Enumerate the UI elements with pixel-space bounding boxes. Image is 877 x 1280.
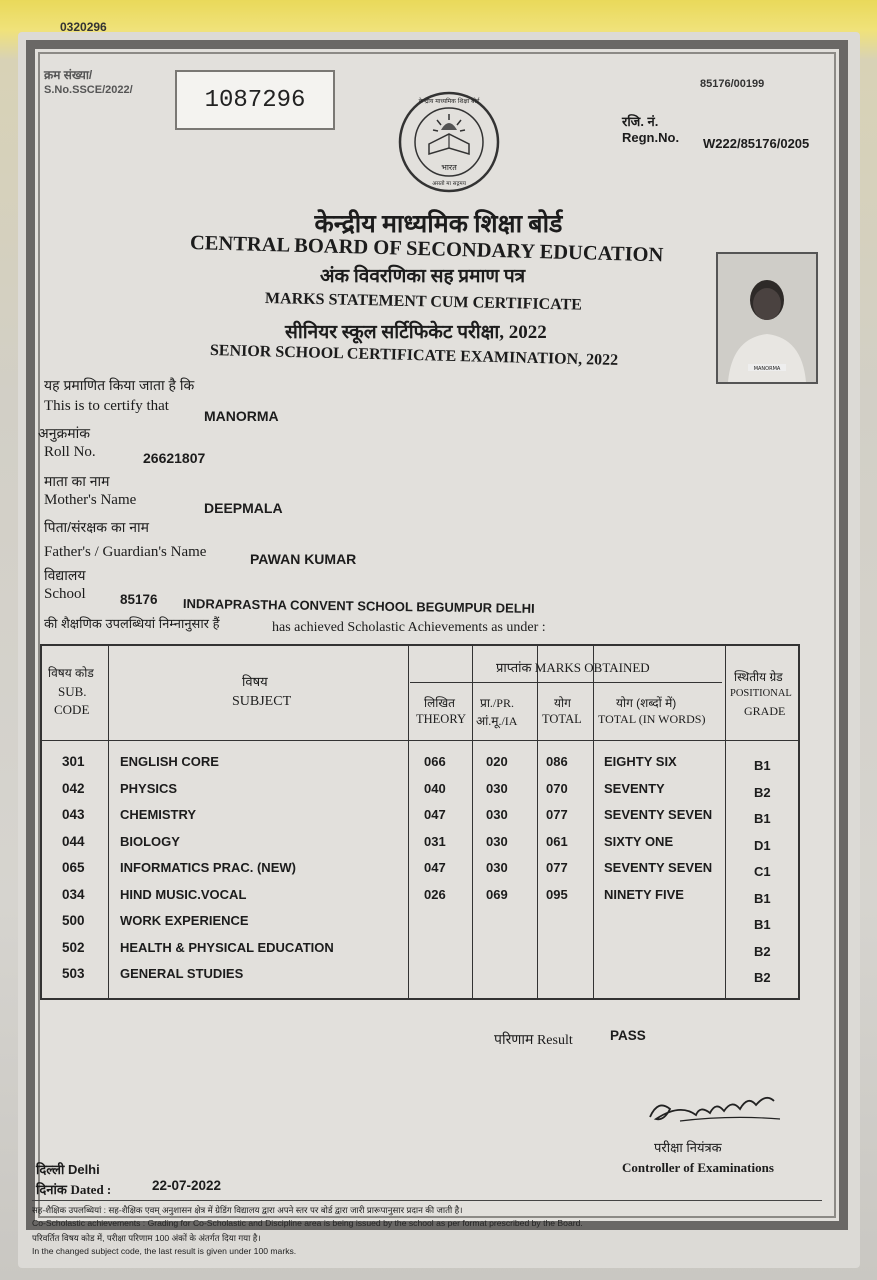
regn-label-hindi: रजि. नं. [622, 114, 659, 129]
cell-code: 502 [62, 939, 85, 955]
cbse-seal-emblem [397, 90, 501, 194]
cell-theory: 047 [424, 860, 446, 875]
result-value: PASS [610, 1028, 646, 1043]
certify-label-hindi: यह प्रमाणित किया जाता है कि [44, 377, 195, 393]
cell-theory: 040 [424, 780, 446, 796]
marks-table [40, 644, 800, 1000]
top-document-number: 0320296 [60, 20, 107, 34]
cell-grade: B1 [754, 917, 771, 932]
school-name: INDRAPRASTHA CONVENT SCHOOL BEGUMPUR DELHI [182, 596, 535, 616]
board-name-hindi: केन्द्रीय माध्यमिक शिक्षा बोर्ड [314, 211, 563, 238]
cell-ia: 030 [486, 807, 508, 822]
header-theory: THEORY [416, 712, 466, 726]
roll-number: 26621807 [143, 450, 206, 466]
table-row [42, 887, 798, 907]
table-row [42, 913, 798, 933]
cell-total: 086 [546, 754, 568, 769]
cell-words: SIXTY ONE [604, 833, 674, 849]
cell-ia: 030 [486, 833, 508, 849]
header-words-hindi: योग (शब्दों में) [616, 696, 677, 710]
cell-code: 065 [62, 860, 85, 875]
cell-ia: 020 [486, 754, 508, 769]
school-code: 85176 [120, 592, 158, 607]
mother-label-hindi: माता का नाम [44, 473, 110, 489]
roll-label: Roll No. [44, 444, 96, 460]
father-label-hindi: पिता/संरक्षक का नाम [44, 519, 149, 535]
footnote-4: In the changed subject code, the last result is given under 100 marks. [32, 1246, 297, 1256]
cell-code: 034 [62, 886, 85, 902]
footnote-2: Co-Scholastic achievements : Grading for Co-Scholastic and Discipline area is being issued by the school as per format prescribed by the Board. [32, 1218, 583, 1228]
cell-grade: B2 [754, 970, 771, 985]
header-total: TOTAL [542, 712, 582, 726]
controller-label-hindi: परीक्षा नियंत्रक [654, 1140, 722, 1155]
serial-label: S.No.SSCE/2022/ [44, 84, 133, 96]
stamp-number: 85176/00199 [700, 78, 765, 90]
cell-subject: BIOLOGY [120, 833, 180, 849]
dated-label: Dated : [70, 1182, 112, 1197]
cell-words: EIGHTY SIX [604, 754, 677, 769]
place-label-hindi: दिल्ली [36, 1162, 65, 1177]
achievements-label: has achieved Scholastic Achievements as under : [272, 620, 546, 635]
table-row [42, 754, 798, 774]
cell-total: 077 [546, 807, 568, 822]
mother-label: Mother's Name [44, 492, 137, 508]
header-code-1: SUB. [58, 684, 87, 699]
footnote-3: परिवर्तित विषय कोड में, परीक्षा परिणाम 100 अंकों के अंतर्गत दिया गया है। [32, 1233, 261, 1243]
controller-signature [640, 1085, 790, 1135]
cell-words: SEVENTY SEVEN [604, 860, 713, 875]
controller-label: Controller of Examinations [622, 1160, 774, 1175]
cell-grade: B1 [754, 811, 771, 826]
exam-title-hindi: सीनियर स्कूल सर्टिफिकेट परीक्षा, 2022 [285, 322, 547, 343]
cell-subject: ENGLISH CORE [120, 754, 219, 769]
school-label-hindi: विद्यालय [44, 567, 86, 583]
cell-words: NINETY FIVE [604, 886, 684, 902]
table-row [42, 860, 798, 880]
cell-code: 044 [62, 833, 85, 849]
cell-total: 061 [546, 833, 568, 849]
table-row [42, 940, 798, 960]
cell-ia: 030 [486, 860, 508, 875]
result-label-hindi: परिणाम [494, 1033, 534, 1048]
header-subject-hindi: विषय [242, 674, 268, 689]
regn-label: Regn.No. [622, 130, 680, 145]
cell-theory: 031 [424, 833, 446, 849]
cell-grade: B2 [754, 943, 771, 959]
place-label: Delhi [67, 1162, 100, 1177]
cell-subject: PHYSICS [120, 780, 178, 796]
cell-grade: C1 [754, 864, 771, 879]
cell-ia: 030 [486, 780, 508, 796]
cell-subject: HIND MUSIC.VOCAL [120, 886, 247, 902]
school-label: School [44, 586, 86, 602]
seal-motto: असतो मा सद्गमय [432, 181, 466, 187]
father-label: Father's / Guardian's Name [44, 544, 207, 560]
cell-ia: 069 [486, 886, 508, 902]
header-ia-1: प्रा./PR. [480, 696, 514, 710]
cell-subject: GENERAL STUDIES [120, 966, 244, 981]
table-row [42, 807, 798, 827]
cell-theory: 047 [424, 807, 446, 822]
cell-code: 042 [62, 780, 85, 796]
cell-subject: WORK EXPERIENCE [120, 913, 249, 928]
cell-theory: 026 [424, 886, 446, 902]
header-words: TOTAL (IN WORDS) [598, 712, 706, 726]
cell-code: 043 [62, 807, 85, 822]
header-subject: SUBJECT [232, 694, 292, 709]
cell-theory: 066 [424, 754, 446, 769]
certificate-title: MARKS STATEMENT CUM CERTIFICATE [264, 290, 583, 314]
table-row [42, 966, 798, 986]
cell-grade: B2 [754, 784, 771, 800]
header-ia-2: आं.मू./IA [476, 714, 518, 728]
lamp-icon [441, 123, 457, 130]
table-row [42, 834, 798, 854]
cell-words: SEVENTY [604, 780, 665, 796]
certificate-title-hindi: अंक विवरणिका सह प्रमाण पत्र [320, 266, 526, 287]
cell-subject: HEALTH & PHYSICAL EDUCATION [120, 939, 334, 955]
cell-total: 095 [546, 886, 568, 902]
header-grade-1: POSITIONAL [730, 688, 792, 699]
regn-number: W222/85176/0205 [703, 136, 810, 151]
header-total-hindi: योग [554, 696, 571, 710]
cell-total: 077 [546, 860, 568, 875]
cell-words: SEVENTY SEVEN [604, 807, 713, 822]
father-name: PAWAN KUMAR [250, 551, 357, 567]
student-name: MANORMA [204, 408, 279, 424]
photo-caption: MANORMA [753, 366, 781, 372]
mother-name: DEEPMALA [204, 500, 283, 516]
cell-subject: CHEMISTRY [120, 807, 197, 822]
cell-code: 503 [62, 966, 85, 981]
serial-label-hindi: क्रम संख्या/ [44, 68, 93, 82]
seal-ring-text: केन्द्रीय माध्यमिक शिक्षा बोर्ड [418, 98, 480, 105]
dated-label-hindi: दिनांक [36, 1182, 67, 1197]
seal-text: भारत [441, 163, 457, 172]
header-code-hindi: विषय कोड [48, 666, 94, 680]
roll-label-hindi: अनुक्रमांक [38, 425, 90, 441]
cell-total: 070 [546, 780, 568, 796]
cell-subject: INFORMATICS PRAC. (NEW) [120, 860, 296, 875]
header-code-2: CODE [54, 702, 90, 717]
board-name: CENTRAL BOARD OF SECONDARY EDUCATION [189, 232, 664, 267]
result-label: Result [536, 1033, 573, 1048]
header-grade-hindi: स्थितीय ग्रेड [734, 670, 783, 684]
header-theory-hindi: लिखित [424, 696, 456, 710]
student-photo [716, 252, 818, 384]
cell-code: 301 [62, 754, 85, 769]
exam-title: SENIOR SCHOOL CERTIFICATE EXAMINATION, 2022 [209, 342, 619, 369]
achievements-label-hindi: की शैक्षणिक उपलब्धियां निम्नानुसार हैं [44, 616, 220, 631]
cell-code: 500 [62, 913, 85, 928]
issue-date: 22-07-2022 [152, 1178, 222, 1193]
footnote-1: सह-शैक्षिक उपलब्धियां : सह-शैक्षिक एवम् अनुशासन क्षेत्र में ग्रेडिंग विद्यालय द्वारा अपने स्तर पर बोर्ड द्वारा जारी प्रारूपानुसार प्रदान की जाती है। [32, 1205, 463, 1215]
serial-number: 1087296 [175, 70, 335, 130]
header-grade-2: GRADE [744, 704, 786, 718]
cell-grade: B1 [754, 758, 771, 773]
table-row [42, 781, 798, 801]
cell-grade: D1 [754, 837, 771, 853]
header-marks: प्राप्तांक MARKS OBTAINED [496, 660, 650, 675]
cell-grade: B1 [754, 890, 771, 906]
certify-label: This is to certify that [44, 398, 169, 414]
